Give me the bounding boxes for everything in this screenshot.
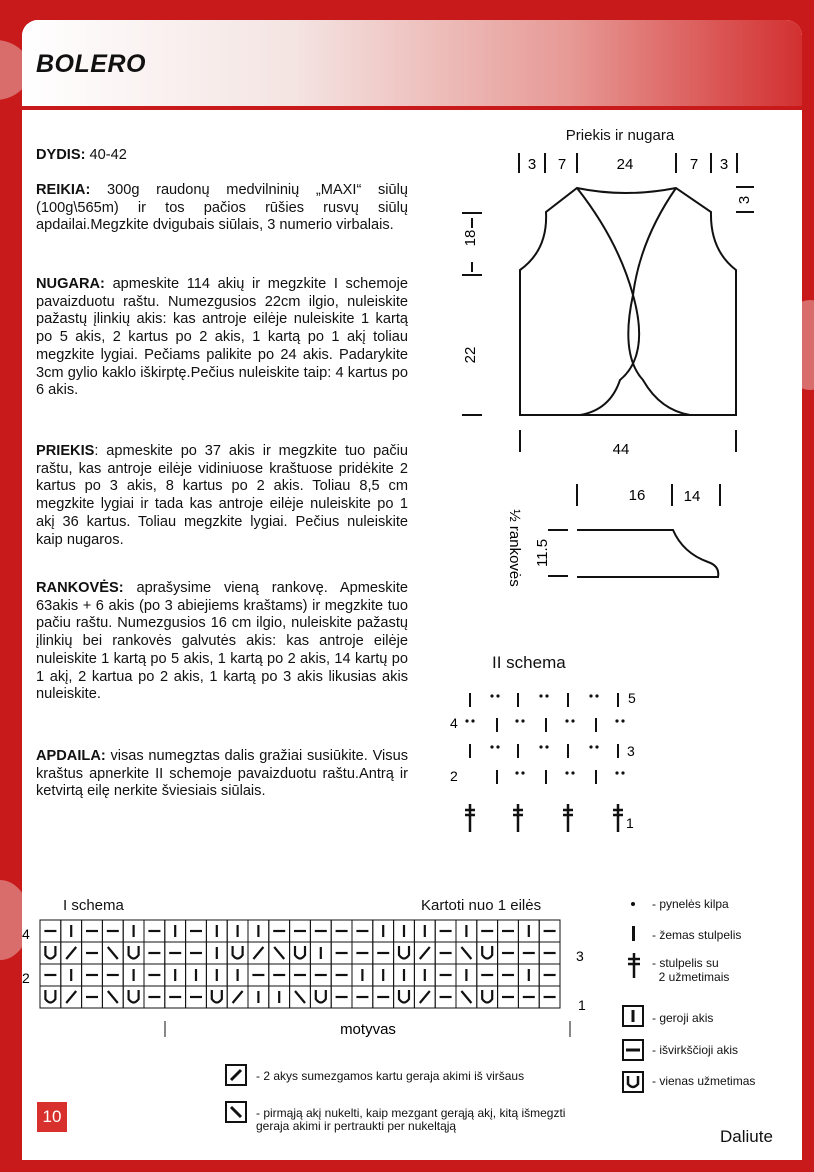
section-text: aprašysime vieną rankovę. Apmeskite 63akis + 6 akis (po 3 abiejiems kraštams) ir megzkite tuo pačiu raštu. Numezgusios 16 cm ilgio, nuleiskite pažastų įlinkių bei rankovės galvutės akis: kas antroje eilėje nuleiskite 1 kartą po 5 akis, 1 kartą po 2 akis, 14 kartų po 1 akį, 2 kartua po 2 akis, 1 kartą po 3 akis likusias akis nuleiskite. (36, 580, 408, 703)
yarn-over-mark (399, 946, 409, 959)
crochet-dot (496, 694, 499, 697)
skp-mark (108, 991, 118, 1003)
crochet-dot (471, 719, 474, 722)
legend-k2tog-text: - 2 akys sumezgamos kartu geraja akimi iš viršaus (256, 1069, 525, 1083)
measure-label: 3 (719, 156, 729, 173)
sleeve-diagram (500, 478, 740, 628)
yarn-over-icon (623, 1072, 643, 1092)
garment-outline (520, 188, 736, 415)
crochet-dagger (513, 804, 523, 832)
schema2-stitches (465, 693, 625, 832)
k2tog-mark (66, 991, 76, 1003)
schema1-repeat-label: Kartoti nuo 1 eilės (421, 897, 542, 914)
grid-cell (206, 986, 227, 1008)
legend-dot-text: - pynelės kilpa (652, 897, 729, 911)
legend-knit-text: - geroji akis (652, 1011, 714, 1025)
section-text: 40-42 (85, 147, 127, 163)
skp-mark (295, 991, 305, 1003)
body-diagram-caption: Priekis ir nugara (565, 127, 675, 144)
crochet-dot (515, 719, 518, 722)
legend-skp-text: - pirmąją akį nukelti, kaip mezgant gerąją akį, kitą išmegzti geraja akimi ir pertraukti per nukeltąją (256, 1106, 566, 1133)
crochet-dot (595, 745, 598, 748)
skp-icon (226, 1102, 246, 1122)
k2tog-mark (233, 991, 243, 1003)
schema1-grid (40, 920, 560, 1008)
k2tog-icon (226, 1065, 246, 1085)
grid-cell (394, 942, 415, 964)
section-label: NUGARA: (36, 276, 105, 292)
schema1-row-label: 2 (22, 970, 30, 986)
crochet-dot (521, 719, 524, 722)
yarn-over-mark (45, 946, 55, 959)
sleeve-diagram-caption: ½ rankovės (506, 509, 524, 587)
grid-cell (310, 986, 331, 1008)
crochet-dot (539, 694, 542, 697)
size-section (36, 147, 408, 165)
front-neckline-right (628, 188, 690, 415)
crochet-dot (571, 719, 574, 722)
crochet-dot (621, 771, 624, 774)
measure-label: 16 (628, 487, 646, 504)
dagger-icon (628, 953, 640, 978)
measure-label: 3 (735, 195, 753, 205)
schema2-row-label: 4 (450, 715, 458, 731)
knit-stitch-icon (623, 1006, 643, 1026)
grid-cell (394, 986, 415, 1008)
crochet-dot (545, 694, 548, 697)
crochet-dot (539, 745, 542, 748)
crochet-dagger (613, 804, 623, 832)
crochet-dot (465, 719, 468, 722)
yarn-over-mark (212, 990, 222, 1003)
materials-section (36, 182, 408, 235)
page-number: 10 (37, 1102, 67, 1132)
k2tog-mark (66, 947, 76, 959)
measure-label: 18 (461, 229, 479, 247)
k2tog-mark (253, 947, 263, 959)
finishing-section (36, 748, 408, 801)
grid-cell (477, 942, 498, 964)
legend-dagger-text: - stulpelis su 2 užmetimais (652, 956, 730, 984)
skp-mark (461, 991, 471, 1003)
section-label: APDAILA: (36, 748, 106, 764)
measure-label: 11.5 (533, 538, 551, 568)
yarn-over-mark (129, 946, 139, 959)
dot-icon (631, 902, 635, 906)
legend-yarnover-text: - vienas užmetimas (652, 1074, 756, 1088)
yarn-over-mark (129, 990, 139, 1003)
crochet-dot (615, 771, 618, 774)
purl-stitch-icon (623, 1040, 643, 1060)
crochet-dot (545, 745, 548, 748)
crochet-dot (595, 694, 598, 697)
legend-bottom-symbols (222, 1060, 252, 1135)
measure-label: 44 (612, 441, 630, 458)
bar-icon (632, 926, 635, 941)
skp-mark (461, 947, 471, 959)
schema2-row-label: 3 (627, 743, 635, 759)
crochet-dot (615, 719, 618, 722)
grid-cell (123, 986, 144, 1008)
section-label: REIKIA: (36, 182, 91, 198)
crochet-dot (589, 694, 592, 697)
yarn-over-mark (295, 946, 305, 959)
grid-cell (290, 942, 311, 964)
yarn-over-mark (45, 990, 55, 1003)
grid-cell (123, 942, 144, 964)
measure-label: 7 (689, 156, 699, 173)
grid-cell (40, 942, 61, 964)
front-section (36, 443, 408, 549)
crochet-dot (515, 771, 518, 774)
k2tog-mark (420, 947, 430, 959)
crochet-dot (490, 694, 493, 697)
legend-bar-text: - žemas stulpelis (652, 928, 742, 942)
section-label: RANKOVĖS: (36, 580, 124, 596)
crochet-dot (621, 719, 624, 722)
crochet-dagger (563, 804, 573, 832)
sleeves-section (36, 580, 408, 704)
grid-cell (227, 942, 248, 964)
section-text: 300g raudonų medvilninių „MAXI“ siūlų (100g\565m) ir tos pačios rūšies rusvų siūlų apdailai.Megzkite dvigubais siūlais, 3 numerio virbalais. (36, 182, 408, 234)
crochet-dot (589, 745, 592, 748)
schema1-title: I schema (63, 897, 124, 914)
measure-label: 3 (527, 156, 537, 173)
skp-mark (274, 947, 284, 959)
motif-label: motyvas (340, 1021, 396, 1038)
sleeve-outline (577, 530, 718, 577)
legend-purl-text: - išvirkščioji akis (652, 1043, 739, 1057)
title-divider (22, 106, 802, 110)
schema2-row-label: 2 (450, 768, 458, 784)
schema2-chart (440, 685, 650, 845)
crochet-dot (496, 745, 499, 748)
section-label: DYDIS: (36, 147, 86, 163)
body-diagram (440, 120, 770, 470)
crochet-dot (565, 771, 568, 774)
grid-cell (477, 986, 498, 1008)
schema2-row-label: 1 (626, 815, 634, 831)
yarn-over-mark (482, 946, 492, 959)
section-text: visas numegztas dalis gražiai susiūkite. Visus kraštus apnerkite II schemoje pavaizduotu raštu.Antrą ir ketvirtą eilę nerkite šviesiais siūlais. (36, 748, 408, 800)
page-title: BOLERO (36, 50, 146, 78)
crochet-dot (565, 719, 568, 722)
legend-symbols (620, 890, 650, 1100)
k2tog-mark (420, 991, 430, 1003)
grid-cell (40, 986, 61, 1008)
section-text: : apmeskite po 37 akis ir megzkite tuo pačiu raštu, kas antroje eilėje vidiniuose kraštuose pridėkite 2 kartus po 3 akis, 8 kartus po 2 akis. Toliau 8,5 cm megzkite lygiai ir tada kas antroje eilėje nuleiskite po 1 akį 36 kartus. Toliau megzkite lygiai. Pečius nuleiskite kaip nugaros. (36, 443, 408, 548)
crochet-dot (490, 745, 493, 748)
skp-mark (108, 947, 118, 959)
yarn-over-mark (316, 990, 326, 1003)
measure-label: 14 (683, 488, 701, 505)
signature: Daliute (720, 1127, 773, 1146)
front-neckline-left (577, 188, 639, 415)
measure-label: 7 (557, 156, 567, 173)
crochet-dot (571, 771, 574, 774)
section-text: apmeskite 114 akių ir megzkite I schemoje pavaizduotu raštu. Numezgusios 22cm ilgio, nuleiskite pažastų įlinkių akis: kas antroje eilėje nuleiskite 1 kartą po 5 akis, 2 kartus po 2 akis, 1 kartą po 1 akį toliau megzkite lygiai. Pečiams palikite po 24 akis. Padarykite 3cm gylio kaklo iškirptę.Pečius nuleiskite taip: 4 kartus po 6 akis. (36, 276, 408, 399)
back-section (36, 276, 408, 400)
yarn-over-mark (233, 946, 243, 959)
measure-label: 22 (461, 346, 479, 364)
schema1-row-label: 4 (22, 926, 30, 942)
schema2-row-label: 5 (628, 690, 636, 706)
schema1-row-label: 3 (576, 948, 584, 964)
yarn-over-mark (482, 990, 492, 1003)
measure-label: 24 (616, 156, 634, 173)
schema2-title: II schema (492, 653, 566, 672)
crochet-dot (521, 771, 524, 774)
schema1-row-label: 1 (578, 997, 586, 1013)
yarn-over-mark (399, 990, 409, 1003)
crochet-dagger (465, 804, 475, 832)
section-label: PRIEKIS (36, 443, 95, 459)
schema1-chart (18, 915, 608, 1040)
